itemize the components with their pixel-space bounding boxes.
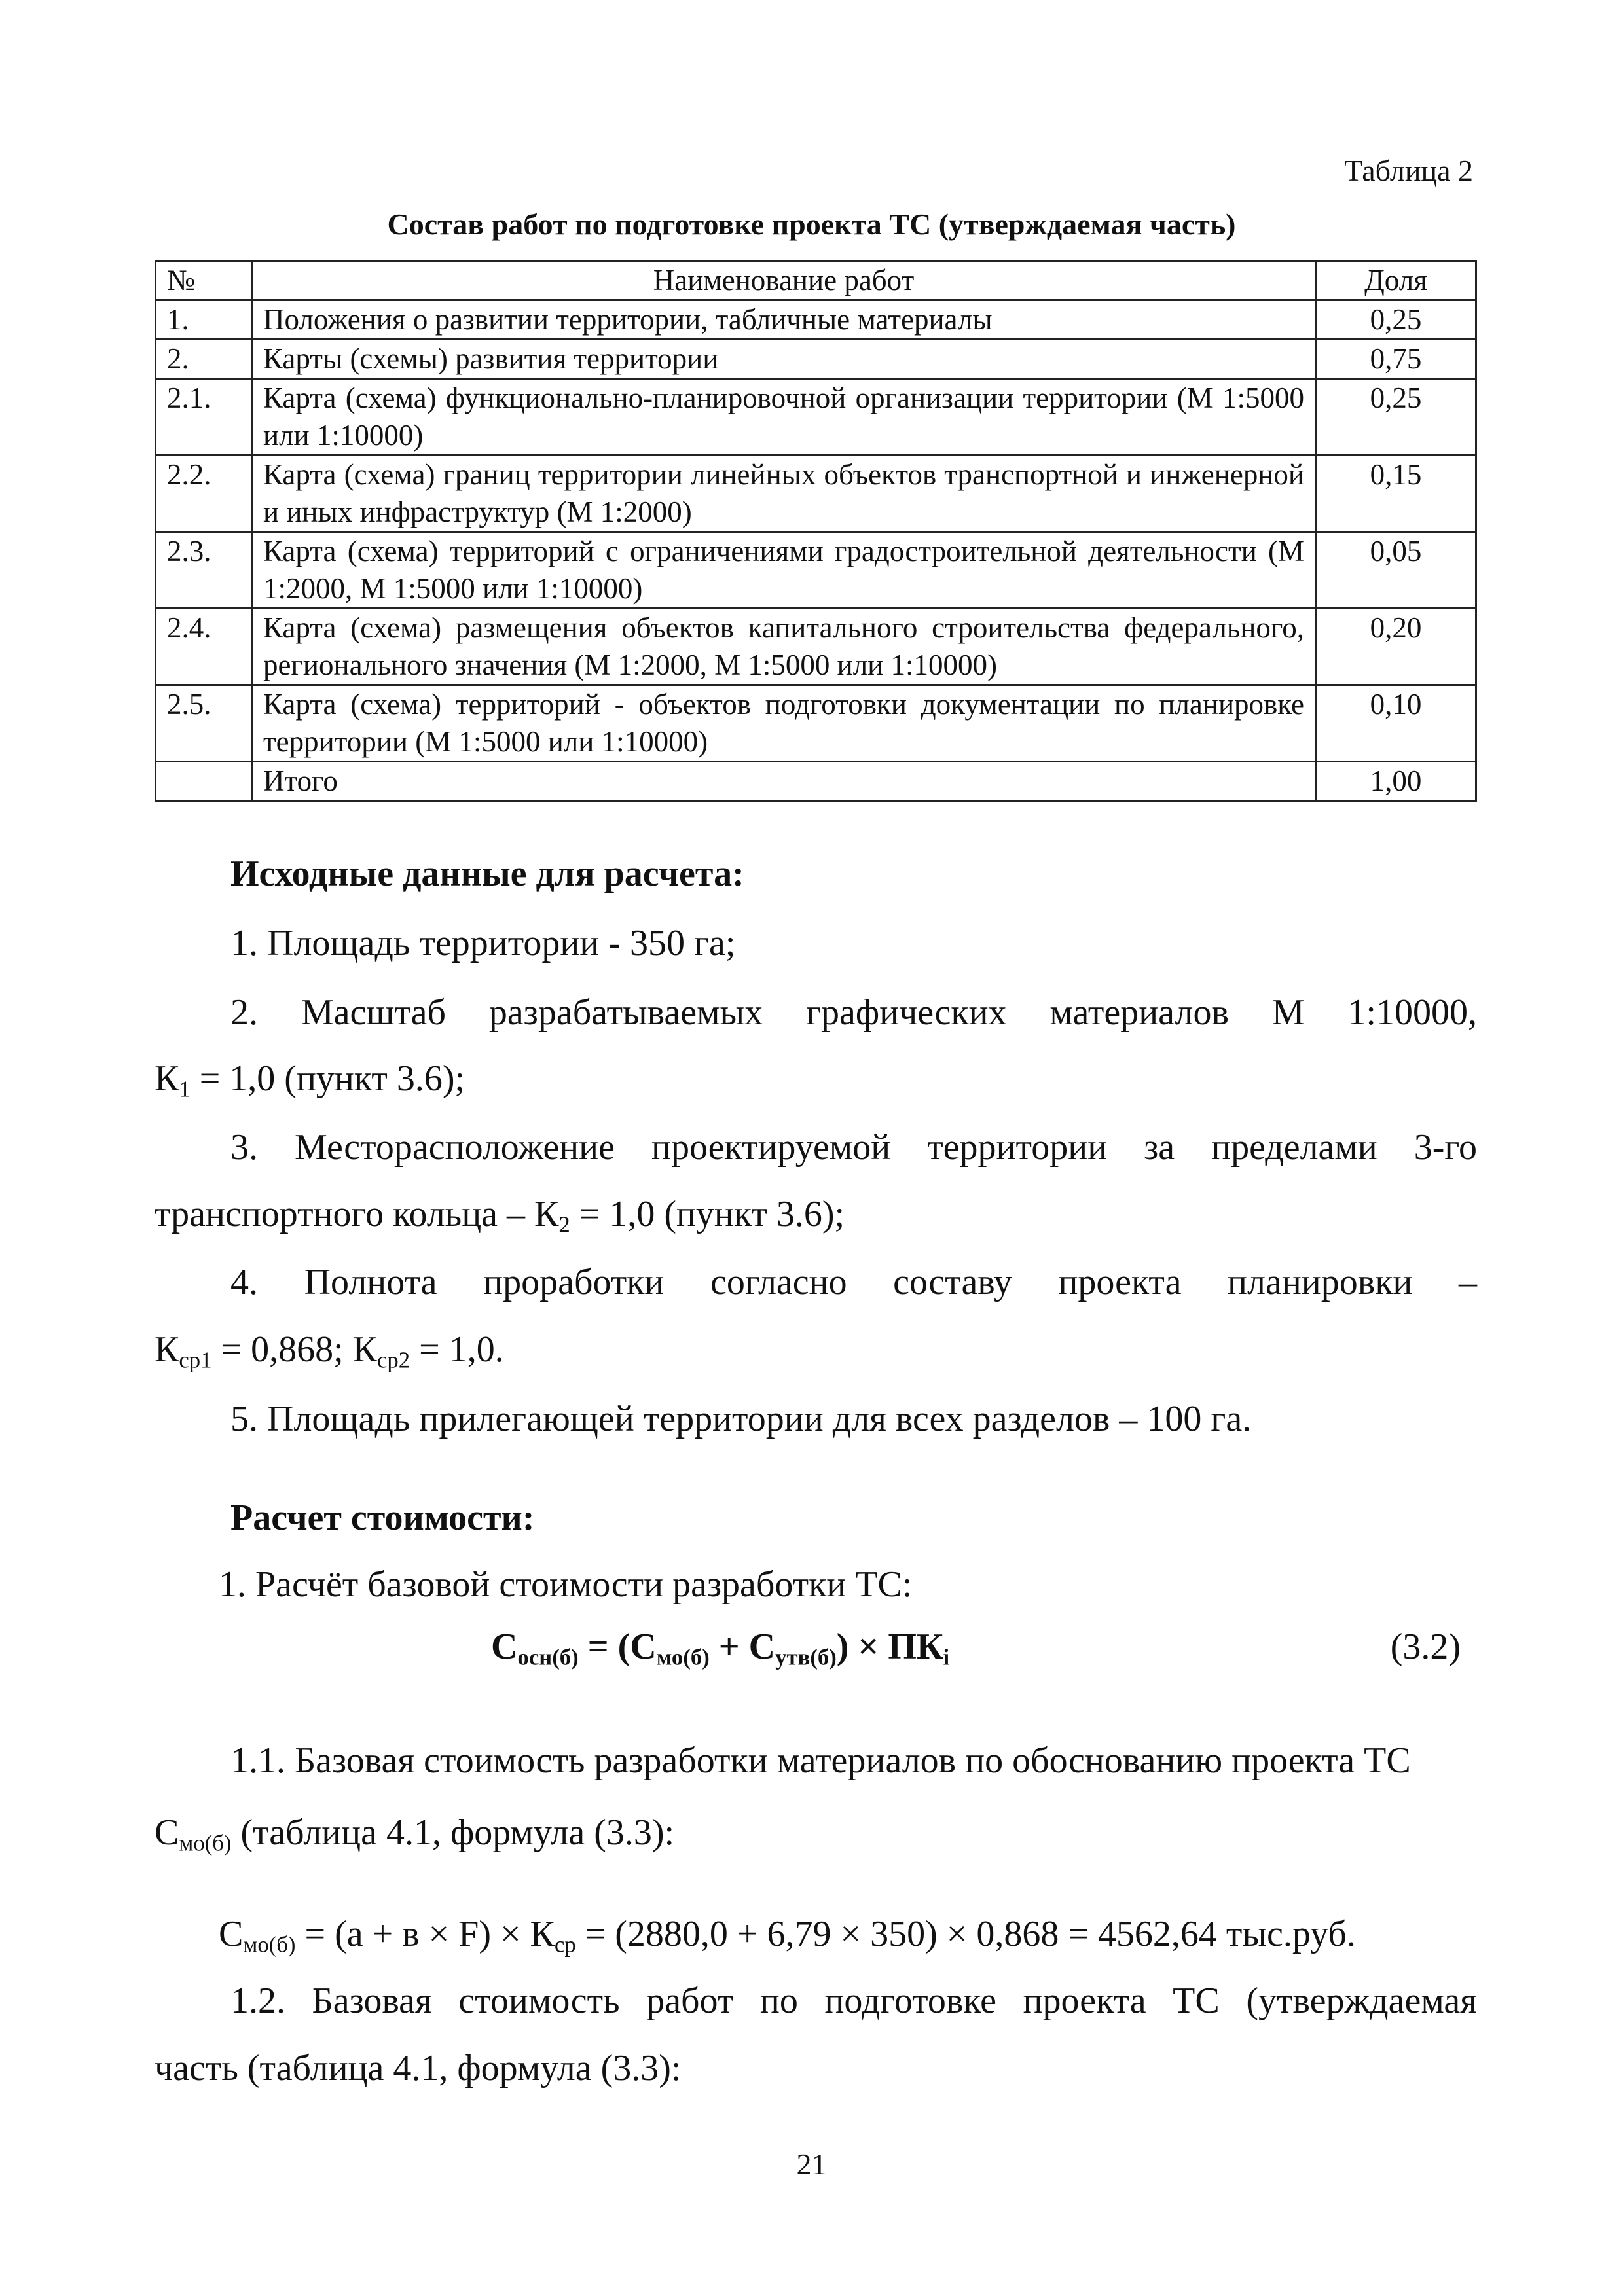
row-name: Карта (схема) границ территории линейных объектов транспортной и инженерной и иных инфраструктур (М 1:2000) [252, 456, 1316, 532]
formula-3-2 [491, 1626, 949, 1668]
ksr1-subscript: ср1 [179, 1347, 212, 1373]
table-row [156, 532, 1476, 609]
initial-item-5: 5. Площадь прилегающей территории для всех разделов – 100 га. [230, 1399, 1252, 1439]
table-row [156, 340, 1476, 379]
row-number: 2.4. [156, 609, 252, 685]
calculation-item-1-2-line2: часть (таблица 4.1, формула (3.3): [155, 2048, 682, 2089]
header-share: Доля [1316, 261, 1476, 300]
initial-item-1: 1. Площадь территории - 350 га; [230, 923, 736, 963]
initial-item-4-line2 [155, 1327, 504, 1372]
initial-item-3-line2 [155, 1191, 845, 1237]
initial-item-2-line2 [155, 1056, 465, 1102]
formula-3-3-calculation [219, 1911, 1356, 1957]
row-number: 2. [156, 340, 252, 379]
table-total-row [156, 762, 1476, 801]
formula-cmo-subscript: мо(б) [656, 1644, 710, 1670]
cmo-subscript: мо(б) [179, 1830, 232, 1856]
initial-data-heading: Исходные данные для расчета: [230, 853, 744, 894]
row-share: 0,20 [1316, 609, 1476, 685]
cmo-symbol: С [155, 1812, 179, 1853]
cmo-reference: (таблица 4.1, формула (3.3): [231, 1812, 675, 1853]
calc-result: = (2880,0 + 6,79 × 350) × 0,868 = 4562,64 тыс.руб. [575, 1914, 1356, 1954]
total-label: Итого [252, 762, 1316, 801]
table-header-row [156, 261, 1476, 300]
row-name: Карта (схема) территорий с ограничениями градостроительной деятельности (М 1:2000, М 1:5000 или 1:10000) [252, 532, 1316, 609]
formula-tail: ) × ПК [836, 1626, 943, 1667]
row-name: Карта (схема) территорий - объектов подготовки документации по планировке территории (М 1:5000 или 1:10000) [252, 685, 1316, 762]
row-number: 2.3. [156, 532, 252, 609]
page-number: 21 [796, 2147, 827, 2181]
formula-cutv-subscript: утв(б) [775, 1644, 837, 1670]
total-number [156, 762, 252, 801]
initial-item-3-line1: 3. Месторасположение проектируемой территории за пределами 3-го [230, 1127, 1477, 1168]
works-table [155, 260, 1477, 802]
row-number: 2.1. [156, 379, 252, 456]
formula-plus: + С [709, 1626, 776, 1667]
row-number: 2.5. [156, 685, 252, 762]
k2-prefix: транспортного кольца – К [155, 1194, 559, 1234]
row-name: Карта (схема) размещения объектов капитального строительства федерального, регионального значения (М 1:2000, М 1:5000 или 1:10000) [252, 609, 1316, 685]
formula-3-2-number: (3.2) [1390, 1626, 1461, 1667]
header-name: Наименование работ [252, 261, 1316, 300]
k2-subscript: 2 [558, 1211, 570, 1238]
formula-c-subscript: осн(б) [517, 1644, 579, 1670]
ksr-middle: = 0,868; К [211, 1329, 377, 1370]
table-title: Состав работ по подготовке проекта ТС (утверждаемая часть) [387, 207, 1236, 241]
table-row [156, 379, 1476, 456]
table-row [156, 456, 1476, 532]
calculation-heading: Расчет стоимости: [230, 1498, 535, 1538]
ksr2-subscript: ср2 [377, 1347, 410, 1373]
initial-item-2-line1: 2. Масштаб разрабатываемых графических материалов М 1:10000, [230, 992, 1477, 1033]
calculation-item-1: 1. Расчёт базовой стоимости разработки ТС: [219, 1564, 913, 1605]
row-share: 0,75 [1316, 340, 1476, 379]
formula-equals: = (С [578, 1626, 657, 1667]
k2-value: = 1,0 (пункт 3.6); [570, 1194, 845, 1234]
table-row [156, 685, 1476, 762]
row-number: 1. [156, 300, 252, 340]
formula-k-subscript: i [943, 1644, 950, 1670]
calc-k-subscript: ср [554, 1931, 576, 1958]
k1-symbol: К [155, 1058, 179, 1099]
calculation-item-1-2-line1: 1.2. Базовая стоимость работ по подготовке проекта ТС (утверждаемая [230, 1981, 1477, 2021]
calculation-item-1-1-line2 [155, 1810, 674, 1856]
calc-c-symbol: С [219, 1914, 244, 1954]
k1-value: = 1,0 (пункт 3.6); [190, 1058, 465, 1099]
initial-item-4-line1: 4. Полнота проработки согласно составу проекта планировки – [230, 1262, 1477, 1302]
row-name: Карта (схема) функционально-планировочной организации территории (М 1:5000 или 1:10000) [252, 379, 1316, 456]
row-name: Карты (схемы) развития территории [252, 340, 1316, 379]
formula-c-symbol: С [491, 1626, 518, 1667]
row-number: 2.2. [156, 456, 252, 532]
calc-middle: = (a + в × F) × К [295, 1914, 555, 1954]
header-number: № [156, 261, 252, 300]
ksr2-value: = 1,0. [410, 1329, 504, 1370]
row-share: 0,15 [1316, 456, 1476, 532]
total-share: 1,00 [1316, 762, 1476, 801]
ksr1-symbol: К [155, 1329, 179, 1370]
row-share: 0,05 [1316, 532, 1476, 609]
calc-c-subscript: мо(б) [243, 1931, 296, 1958]
row-share: 0,25 [1316, 300, 1476, 340]
row-name: Положения о развитии территории, табличные материалы [252, 300, 1316, 340]
row-share: 0,10 [1316, 685, 1476, 762]
table-label: Таблица 2 [1344, 154, 1473, 187]
table-row [156, 609, 1476, 685]
row-share: 0,25 [1316, 379, 1476, 456]
table-row [156, 300, 1476, 340]
calculation-item-1-1-line1: 1.1. Базовая стоимость разработки материалов по обоснованию проекта ТС [230, 1740, 1411, 1781]
k1-subscript: 1 [179, 1076, 191, 1102]
